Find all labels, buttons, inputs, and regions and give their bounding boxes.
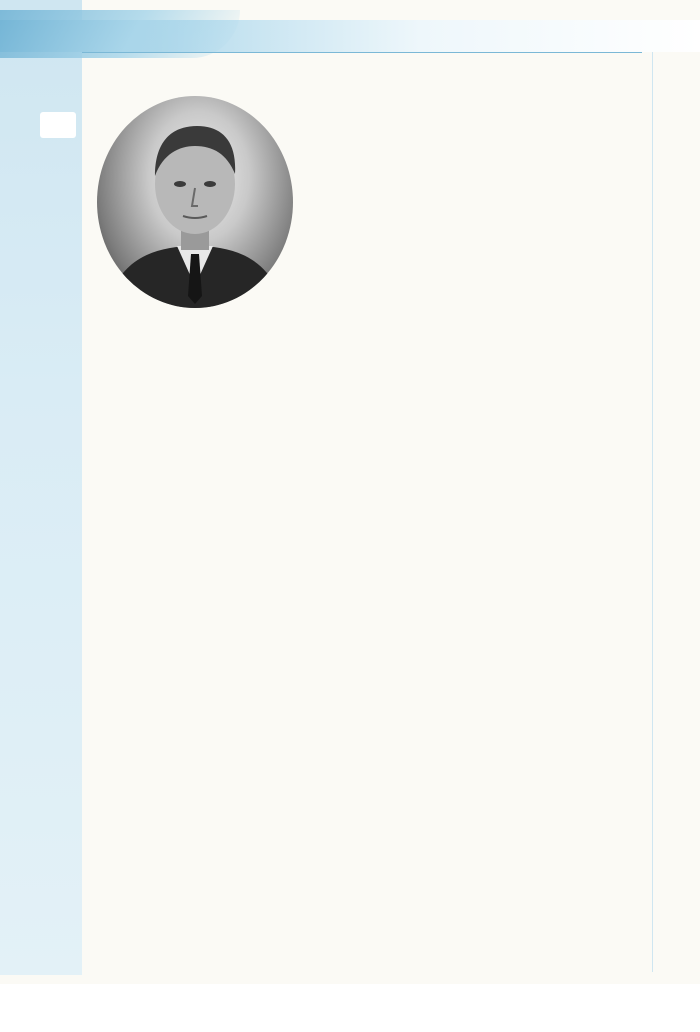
header-rule	[82, 52, 642, 53]
page-number	[40, 112, 76, 138]
footer-banner	[0, 984, 700, 1032]
header-swoosh	[0, 10, 240, 58]
left-margin-strip	[0, 0, 82, 975]
portrait-photo	[97, 96, 293, 308]
right-margin-rule	[652, 52, 653, 972]
chapter-number	[46, 172, 78, 234]
portrait-illustration	[97, 96, 293, 308]
